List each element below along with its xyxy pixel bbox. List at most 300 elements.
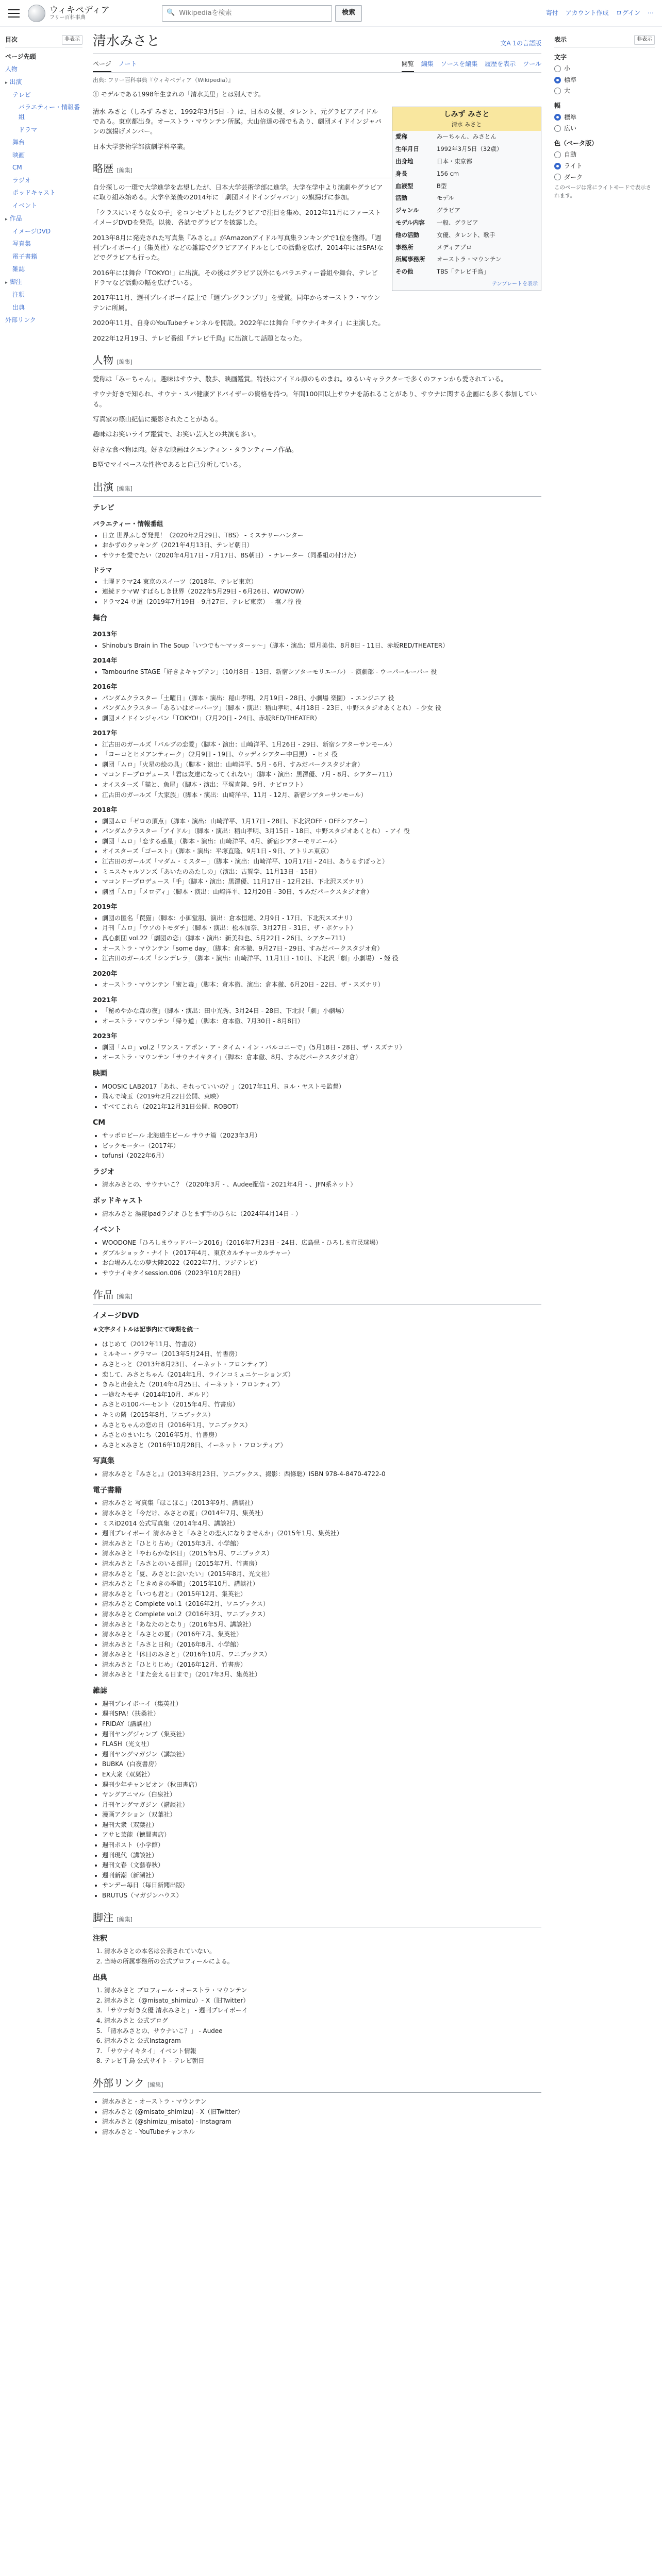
drama-list: [102, 577, 541, 607]
infobox-key: 出身地: [395, 157, 413, 165]
wordmark: ウィキペディア: [49, 5, 110, 15]
user-link-0[interactable]: 寄付: [545, 9, 558, 17]
infobox-value: B型: [437, 182, 447, 190]
width-option[interactable]: [554, 113, 655, 123]
paragraph: 趣味はお笑いライブ鑑賞で、お笑い芸人との共演も多い。: [93, 430, 260, 438]
list-item: • ヤングアニマル（白泉社）: [102, 1790, 541, 1800]
stage-list: [102, 1006, 541, 1026]
infobox-key: 身長: [395, 170, 407, 177]
toc-item-label: ドラマ: [19, 126, 38, 133]
list-item: • 週刊新潮（新潮社）: [102, 1871, 541, 1880]
list-item: • 劇団「ムロ」vol.2「ワンス・アポン・ア・タイム・イン・バルコニーで」（5月18日 - 28日、ザ・スズナリ）: [102, 1043, 541, 1053]
list-item: • 清水みさと「今だけ、みさとの夏」（2014年7月、集英社）: [102, 1509, 541, 1518]
sources-list: [104, 1986, 541, 2066]
toc-item[interactable]: [5, 314, 82, 327]
infobox-row: [392, 217, 541, 229]
from-line: 出典: フリー百科事典『ウィキペディア（Wikipedia）』: [93, 76, 234, 83]
toc-item-label: 舞台: [12, 139, 25, 146]
list-item: • 連続ドラマW すばらしき世界（2022年5月29日 - 6月26日、WOWOW）: [102, 587, 541, 597]
stage-year: 2023年: [93, 1032, 118, 1040]
list-item: • サウナイキタイsession.006（2023年10月28日）: [102, 1268, 541, 1278]
edit-link[interactable]: [編集]: [117, 167, 133, 174]
list-item: • パンダムクラスター「土曜日」（脚本・演出：稲山孝明、2月19日 - 28日、小劇場 楽園） - エンジニア 役: [102, 693, 541, 703]
toc-item[interactable]: [5, 136, 82, 149]
list-item: • 週刊現代（講談社）: [102, 1851, 541, 1860]
list-item: • 清水みさと Complete vol.1（2016年2月、ワニブックス）: [102, 1599, 541, 1609]
radio-icon[interactable]: [554, 151, 561, 158]
radio-icon[interactable]: [554, 88, 561, 94]
text-size-option-label: 小: [564, 65, 571, 73]
tab-right-2[interactable]: ソースを編集: [440, 60, 478, 68]
width-option[interactable]: [554, 124, 655, 133]
toc-item-label: 映画: [12, 151, 25, 159]
infobox-value: モデル: [437, 194, 454, 202]
tab-right-4[interactable]: ツール: [523, 60, 541, 68]
list-item: • 清水みさとの、サウナいこ？（2020年3月 - 、Audee配信・2021年4月 - 、JFN系ネット）: [102, 1180, 541, 1190]
infobox-value: グラビア: [437, 207, 460, 214]
radio-icon[interactable]: [554, 174, 561, 180]
list-item: • ミニスキャルソンズ「あいたのあたしの」（演出：古賀学、11月13日 - 15日）: [102, 867, 541, 877]
color-option-label: ライト: [564, 162, 583, 170]
list-item: • BUBKA（白夜書房）: [102, 1759, 541, 1769]
toc-item-label: ページ先頭: [5, 53, 36, 60]
toc-item-label: 出典: [12, 303, 25, 311]
heading-person: 人物 [編集]: [93, 352, 541, 370]
list-item: • すべてこれら（2021年12月31日公開、ROBOT）: [102, 1102, 541, 1112]
infobox: [392, 107, 541, 291]
list-item: 4. 清水みさと 公式ブログ: [104, 2016, 541, 2026]
list-item: 5. 「清水みさとの、サウナいこ？」 - Audee: [104, 2026, 541, 2036]
text-size-option[interactable]: [554, 86, 655, 96]
width-option-label: 標準: [564, 113, 577, 121]
list-item: • 清水みさと「いつも君と」（2015年12月、集英社）: [102, 1589, 541, 1599]
toc-item-label: ラジオ: [12, 176, 31, 184]
paragraph: 2016年には舞台「TOKYO!」に出演。その後はグラビア以外にもバラエティー番組や舞台、テレビドラマなど活動の幅を広げている。: [93, 268, 378, 287]
list-item: • 劇団メイドインジャパン「TOKYO!」（7月20日 - 24日、赤坂RED/THEATER）: [102, 714, 541, 723]
ebook-list: [102, 1498, 541, 1680]
infobox-key: 事務所: [395, 243, 413, 251]
list-item: • 清水みさと「やわらかな休日」（2015年5月、ワニブックス）: [102, 1549, 541, 1558]
language-button[interactable]: 文A 1の言語版: [500, 40, 541, 47]
list-item: • サッポロビール 北海道生ビール サウナ篇（2023年3月）: [102, 1131, 541, 1141]
list-item: • はじめて（2012年11月、竹書房）: [102, 1340, 541, 1349]
stage-list: [102, 1043, 541, 1062]
list-item: • 清水みさと『みさと。』（2013年8月23日、ワニブックス、撮影：西條聡）ISBN 978-4-8470-4722-0: [102, 1469, 541, 1479]
list-item: • パンダムクラスター「あるいはオーパーツ」（脚本・演出：稲山孝明、4月18日 - 23日、中野スタジオあくとれ） - 少女 役: [102, 703, 541, 713]
infobox-value: 日本・東京都: [437, 157, 472, 165]
edit-link[interactable]: [編集]: [117, 1916, 133, 1923]
stage-list: [102, 980, 541, 990]
toc-item[interactable]: [5, 238, 82, 250]
infobox-name: しみず みさと: [443, 110, 490, 118]
infobox-key: 愛称: [395, 133, 407, 141]
magazine-list: [102, 1699, 541, 1901]
width-label: 幅: [554, 101, 561, 109]
toc-item-label: 外部リンク: [5, 316, 36, 324]
stage-year: 2019年: [93, 903, 118, 911]
edit-link[interactable]: [編集]: [117, 1293, 133, 1300]
list-item: • 清水みさと - YouTubeチャンネル: [102, 2127, 541, 2137]
infobox-value: TBS「テレビ千鳥」: [437, 268, 490, 276]
list-item: • オーストラ・マウンテン「帰り道」（脚本：倉本徹、7月30日 - 8月8日）: [102, 1016, 541, 1026]
list-item: • 週刊プレイボーイ（集英社）: [102, 1699, 541, 1709]
list-item: • 月刊ヤングマガジン（講談社）: [102, 1800, 541, 1810]
color-option[interactable]: [554, 161, 655, 171]
infobox-key: 生年月日: [395, 145, 419, 153]
list-item: • サウナを愛でたい（2020年4月17日 - 7月17日、BS朝日） - ナレーター（同番組の付けた）: [102, 551, 541, 561]
tagline: フリー百科事典: [49, 15, 86, 21]
list-item: • 週刊ポスト（小学館）: [102, 1840, 541, 1850]
infobox-key: 他の活動: [395, 231, 419, 239]
infobox-table: [392, 131, 541, 278]
appearance-hide-button[interactable]: 非表示: [634, 35, 655, 45]
toc-item[interactable]: [5, 149, 82, 162]
list-item: 3. 「サウナ好き女優 清水みさと」 - 週刊プレイボーイ: [104, 2006, 541, 2015]
infobox-row: [392, 143, 541, 156]
paragraph: 2020年11月、自身のYouTubeチャンネルを開設。2022年には舞台「サウナイキタイ」に主演した。: [93, 319, 385, 327]
list-item: • 清水みさと「ひとり占め」（2015年3月、小学館）: [102, 1539, 541, 1549]
user-link-3[interactable]: ⋯: [648, 9, 654, 17]
list-item: • 劇団の匿名「罠猫」（脚本：小御堂朋、演出：倉本恒雄、2月9日 - 17日、下北沢スズナリ）: [102, 913, 541, 923]
left-sidebar: [5, 35, 82, 327]
paragraph: B型でマイペースな性格であると自己分析している。: [93, 461, 245, 469]
dvd-list: [102, 1340, 541, 1450]
toc-item[interactable]: [5, 289, 82, 301]
notes-list: [104, 1946, 541, 1966]
list-item: • きみと出会えた（2014年4月25日、イーネット・フロンティア）: [102, 1380, 541, 1389]
search-button[interactable]: 検索: [335, 5, 362, 22]
toc-item[interactable]: [5, 76, 82, 89]
paragraph: 2017年11月、週刊プレイボーイ誌上で「週プレグランプリ」を受賞。同年からオーストラ・マウンテンに所属。: [93, 294, 380, 312]
stage-list: [102, 817, 541, 897]
heading-external: 外部リンク [編集]: [93, 2075, 541, 2093]
infobox-template-link[interactable]: テンプレートを表示: [491, 281, 538, 287]
list-item: • 週刊少年チャンピオン（秋田書店）: [102, 1780, 541, 1790]
main-content: [93, 31, 541, 2140]
infobox-row: [392, 205, 541, 217]
list-item: • WOODONE「ひろしまウッドバーン2016」（2016年7月23日 - 24日、広島県・ひろしま市民球場）: [102, 1238, 541, 1248]
infobox-key: 血液型: [395, 182, 413, 190]
width-options: [554, 113, 655, 133]
infobox-key: その他: [395, 268, 413, 276]
toc-item-label: 写真集: [12, 240, 31, 248]
list-item: • オーストラ・マウンテン「サウナイキタイ」（脚本：倉本徹、8月、すみだパークスタジオ倉）: [102, 1053, 541, 1062]
list-item: • みさとの100パーセント（2015年4月、竹書房）: [102, 1400, 541, 1410]
list-item: • BRUTUS（マガジンハウス）: [102, 1891, 541, 1901]
list-item: • キミの隣（2015年8月、ワニブックス）: [102, 1410, 541, 1420]
list-item: • 清水みさと「ときめきの季節」（2015年10月、講談社）: [102, 1579, 541, 1589]
paragraph: 自分探しの一環で大学進学を志望したが、日本大学芸術学部に進学。大学在学中より演劇やグラビアに取り組み始める。大学卒業後の2014年に「劇団メイドインジャパン」の旗揚げに参加。: [93, 183, 383, 201]
radio-icon[interactable]: [554, 114, 561, 121]
heading-notes-sub: 注釈: [93, 1934, 107, 1943]
heading-radio: ラジオ: [93, 1167, 114, 1176]
list-item: • 清水みさと Complete vol.2（2016年3月、ワニブックス）: [102, 1609, 541, 1619]
list-item: 8. テレビ千鳥 公式サイト - テレビ朝日: [104, 2056, 541, 2066]
toc-hide-button[interactable]: 非表示: [62, 35, 82, 45]
table-of-contents: [5, 50, 82, 327]
list-item: • マコンドープロデュース「君は友達になってくれない」（脚本・演出：黒澤優、7月 - 8月、シアター711）: [102, 770, 541, 779]
toc-item[interactable]: [5, 250, 82, 263]
list-item: • 清水みさと「夏、みさとに会いたい」（2015年8月、光文社）: [102, 1569, 541, 1579]
stage-year: 2017年: [93, 729, 118, 737]
heading-tv: テレビ: [93, 503, 114, 512]
list-item: • 恋して、みさとちゃん（2014年1月、ラインコミュニケーションズ）: [102, 1370, 541, 1380]
color-label: 色（ベータ版）: [554, 139, 598, 147]
list-item: • 週刊大衆（双葉社）: [102, 1820, 541, 1830]
color-option-label: 自動: [564, 151, 577, 159]
tab-0[interactable]: ページ: [93, 57, 111, 72]
heading-event: イベント: [93, 1226, 122, 1234]
paragraph: 清水 みさと（しみず みさと、1992年3月5日 - ）は、日本の女優、タレント、元グラビアアイドルである。東京都出身。オーストラ・マウンテン所属。大山倍達の孫でもあり、劇団メイドインジャパンの旗揚げメンバー。: [93, 107, 382, 135]
list-item: • FLASH（光文社）: [102, 1739, 541, 1749]
edit-link[interactable]: [編集]: [147, 2081, 163, 2088]
toc-item-label: 注釈: [12, 291, 25, 298]
list-item: • ダブルショック・ナイト（2017年4月、東京カルチャーカルチャー）: [102, 1248, 541, 1258]
color-option-label: ダーク: [564, 173, 583, 181]
toc-item[interactable]: [5, 174, 82, 187]
toc-item[interactable]: [5, 263, 82, 276]
list-item: 2. 当時の所属事務所の公式プロフィールによる。: [104, 1957, 541, 1967]
list-item: • 一途なキモチ（2014年10月、ギルド）: [102, 1390, 541, 1400]
appearance-header: [554, 35, 655, 47]
paragraph: 2022年12月19日、テレビ番組『テレビ千鳥』に出演して話題となった。: [93, 334, 306, 342]
infobox-row: [392, 180, 541, 193]
photo-list: [102, 1469, 541, 1479]
toc-header: [5, 35, 82, 47]
list-item: • サンデー毎日（毎日新聞出版）: [102, 1880, 541, 1890]
infobox-value: オーストラ・マウンテン: [437, 256, 502, 263]
radio-list: [102, 1180, 541, 1190]
heading-photo: 写真集: [93, 1457, 114, 1466]
article-body: [93, 107, 541, 2137]
edit-link[interactable]: [編集]: [117, 485, 133, 492]
menu-icon[interactable]: [8, 9, 20, 18]
infobox-row: [392, 156, 541, 168]
toc-item[interactable]: [5, 225, 82, 238]
list-item: • マコンドープロデュース「手」（脚本・演出：黒澤優、11月17日 - 12月2日、下北沢スズナリ）: [102, 877, 541, 887]
cm-list: [102, 1131, 541, 1161]
toc-item-label: CM: [12, 164, 22, 172]
list-item: • tofunsi（2022年6月）: [102, 1151, 541, 1161]
toc-item[interactable]: [5, 50, 82, 63]
list-item: 6. 清水みさと 公式Instagram: [104, 2036, 541, 2046]
list-item: • 劇団ムロ「ゼロの頂点」（脚本・演出：山崎洋平、1月17日 - 28日、下北沢OFF・OFFシアター）: [102, 817, 541, 826]
toc-item-label: 脚注: [9, 278, 22, 285]
toc-item-label: ポッドキャスト: [12, 189, 56, 197]
stage-list: [102, 693, 541, 723]
stage-year: 2018年: [93, 806, 118, 814]
heading-cm: CM: [93, 1118, 106, 1127]
stage-year: 2016年: [93, 683, 118, 691]
tab-right-3[interactable]: 履歴を表示: [485, 60, 516, 68]
user-link-1[interactable]: アカウント作成: [565, 9, 609, 17]
text-size-option[interactable]: [554, 75, 655, 85]
list-item: • FRIDAY（講談社）: [102, 1719, 541, 1729]
list-item: • 劇団「ムロ」「メロディ」（脚本・演出：山崎洋平、12月20日 - 30日、すみだパークスタジオ倉）: [102, 887, 541, 897]
paragraph: サウナ好きで知られ、サウナ・スパ健康アドバイザーの資格を持つ。年間100回以上サウナを訪れることがあり、サウナに関する企画にも多く参加している。: [93, 390, 537, 408]
list-item: • アサヒ芸能（徳間書店）: [102, 1830, 541, 1840]
radio-icon[interactable]: [554, 77, 561, 83]
toc-item-label: テレビ: [12, 91, 31, 98]
list-item: • 週刊プレイボーイ 清水みさと「みさとの恋人になりませんか」（2015年1月、集英社）: [102, 1529, 541, 1538]
infobox-key: ジャンル: [395, 207, 419, 214]
appearance-title: 表示: [554, 36, 567, 43]
list-item: • 江古田のガールズ「バルブの恋愛」（脚本・演出：山崎洋平、1月26日 - 29日、新宿シアターサンモール）: [102, 740, 541, 750]
color-note: このページは常にライトモードで表示されます。: [554, 184, 652, 199]
hatnote-text: モデルである1998年生まれの「清水美里」とは別人です。: [101, 90, 264, 98]
list-item: • 清水みさと 湯寝ipadラジオ ひとまず手のひらに（2024年4月14日 - ）: [102, 1209, 541, 1219]
radio-icon[interactable]: [554, 125, 561, 132]
list-item: • MOOSIC LAB2017「あれ、それっていいの？」（2017年11月、ヨル・ヤストモ監督）: [102, 1082, 541, 1092]
list-item: • 清水みさと「あなたのとなり」（2016年5月、講談社）: [102, 1620, 541, 1630]
list-item: • ビックモーター（2017年）: [102, 1141, 541, 1151]
color-option[interactable]: [554, 173, 655, 182]
toc-item[interactable]: [5, 199, 82, 212]
list-item: • 江古田のガールズ「シンデレラ」（脚本・演出：山崎洋平、11月1日 - 10日、下北沢「劇」小劇場） - 姫 役: [102, 954, 541, 963]
infobox-row: [392, 192, 541, 205]
toc-item[interactable]: [5, 161, 82, 174]
list-item: • 清水みさと「みさと日和」（2016年8月、小学館）: [102, 1640, 541, 1650]
tab-right-0[interactable]: 閲覧: [402, 57, 414, 72]
dvd-note: ★文字タイトルは記事内にて時期を統一: [93, 1326, 199, 1333]
toc-item-label: 作品: [9, 214, 22, 222]
list-item: • 週刊ヤングマガジン（講談社）: [102, 1750, 541, 1759]
infobox-row: [392, 131, 541, 143]
list-item: • 週刊文春（文藝春秋）: [102, 1860, 541, 1870]
list-item: • 清水みさと「みさとのいる部屋」（2015年7月、竹書房）: [102, 1559, 541, 1569]
list-item: • 月刊「ムロ」「ウソのトモダチ」（脚本・演出：松本加奈、3月27日 - 31日、ザ・ポケット）: [102, 923, 541, 933]
variety-list: [102, 531, 541, 561]
heading-variety: バラエティー・情報番組: [93, 520, 163, 528]
info-icon: ⓘ: [93, 90, 100, 98]
toggle-icon[interactable]: ▸: [5, 216, 8, 222]
list-item: • 「秘めやかな森の夜」（脚本・演出：田中光秀、3月24日 - 28日、下北沢「劇」小劇場）: [102, 1006, 541, 1016]
list-item: • オイスターズ「ゴースト」（脚本・演出：平塚直隆、9月1日 - 9日、アトリエ東京）: [102, 846, 541, 856]
text-size-label: 文字: [554, 53, 567, 61]
width-option-label: 広い: [564, 125, 577, 132]
external-list: [102, 2097, 541, 2137]
radio-icon[interactable]: [554, 163, 561, 170]
list-item: • 飛んで埼玉（2019年2月22日公開、東映）: [102, 1092, 541, 1101]
list-item: • ドラマ24 サ道（2019年7月19日 - 9月27日、テレビ東京） - 塩ノ谷 役: [102, 597, 541, 607]
list-item: • 漫画アクション（双葉社）: [102, 1810, 541, 1820]
page-tabs: [93, 57, 541, 73]
heading-podcast: ポッドキャスト: [93, 1197, 143, 1206]
toc-item[interactable]: [5, 301, 82, 314]
list-item: • オイスターズ「猫と、魚屋」（脚本・演出：平塚直隆、9月、ナビロフト）: [102, 780, 541, 790]
toc-item-label: 電子書籍: [12, 252, 38, 260]
event-list: [102, 1238, 541, 1278]
toc-item[interactable]: [5, 276, 82, 289]
user-link-2[interactable]: ログイン: [616, 9, 640, 17]
infobox-value: 1992年3月5日（32歳）: [437, 145, 503, 153]
list-item: • Tambourine STAGE「好きよキャプテン」（10月8日 - 13日、新宿シアターモリエール） - 演劇部 - ウーパールーパー 役: [102, 667, 541, 677]
toc-item-label: 雑誌: [12, 265, 25, 273]
list-item: • 清水みさと (@shimizu_misato) - Instagram: [102, 2117, 541, 2127]
list-item: • 日立 世界ふしぎ発見！（2020年2月29日、TBS） - ミステリーハンター: [102, 531, 541, 540]
edit-link[interactable]: [編集]: [117, 358, 133, 365]
color-option[interactable]: [554, 150, 655, 160]
toggle-icon[interactable]: ▸: [5, 280, 8, 285]
heading-sources: 出典: [93, 1973, 107, 1982]
toc-item[interactable]: [5, 187, 82, 199]
site-logo[interactable]: [28, 5, 126, 22]
list-item: • 清水みさと「ひとりじめ」（2016年12月、竹書房）: [102, 1660, 541, 1670]
toc-item[interactable]: [5, 212, 82, 225]
stage-list: [102, 740, 541, 800]
list-item: • 週刊ヤングジャンプ（集英社）: [102, 1730, 541, 1739]
list-item: • みさとちゃんの恋の日（2016年1月、ワニブックス）: [102, 1420, 541, 1430]
color-options: [554, 150, 655, 182]
infobox-value: 156 cm: [437, 170, 459, 177]
infobox-key: 所属事務所: [395, 256, 425, 263]
film-list: [102, 1082, 541, 1112]
toc-item[interactable]: [5, 89, 82, 101]
paragraph: 愛称は「みーちゃん」。趣味はサウナ、散歩、映画鑑賞。特技はアイドル顔のものまね。ゆるいキャラクターで多くのファンから愛されている。: [93, 375, 507, 383]
tab-right-1[interactable]: 編集: [421, 60, 434, 68]
toc-item[interactable]: [5, 101, 82, 123]
infobox-value: 一般、グラビア: [437, 218, 478, 226]
heading-notes: 脚注 [編集]: [93, 1910, 541, 1927]
heading-film: 映画: [93, 1069, 107, 1078]
stage-year: 2014年: [93, 656, 118, 665]
list-item: • 清水みさと「みさとの夏」（2016年7月、集英社）: [102, 1630, 541, 1639]
text-size-option-label: 標準: [564, 76, 577, 83]
paragraph: 2013年8月に発売された写真集『みさと。』がAmazonアイドル写真集ランキングで1位を獲得。「週刊プレイボーイ」（集英社）などの雑誌でグラビアアイドルとしての活動を広げ、2014年にはSPA!などでグラビアも行った。: [93, 233, 384, 262]
toc-item[interactable]: [5, 124, 82, 137]
search-input[interactable]: [179, 9, 327, 17]
list-item: • みさと×みさと（2016年10月28日、イーネット・フロンティア）: [102, 1440, 541, 1450]
list-item: • ミルキー・グラマー（2013年5月24日、竹書房）: [102, 1349, 541, 1359]
text-size-options: [554, 64, 655, 96]
stage-list: [102, 913, 541, 963]
stage-year: 2020年: [93, 969, 118, 977]
toc-title: 目次: [5, 36, 18, 43]
heading-drama: ドラマ: [93, 566, 112, 574]
list-item: • お台場みんなの夢大陸2022（2022年7月、フジテレビ）: [102, 1258, 541, 1268]
list-item: 7. 「サウナイキタイ」イベント情報: [104, 2046, 541, 2056]
infobox-value: みーちゃん、みさとん: [437, 133, 496, 141]
toggle-icon[interactable]: ▸: [5, 80, 8, 86]
wikipedia-globe-icon: [28, 5, 45, 22]
list-item: • 「ヨーコとヒメアンティーク」（2月9日 - 19日、ウッディシアター中目黒） - ヒメ 役: [102, 750, 541, 759]
toc-item-label: イベント: [12, 202, 38, 210]
paragraph: 好きな食べ物は肉。好きな映画はクエンティン・タランティーノ作品。: [93, 445, 298, 453]
toc-item-label: 出演: [9, 78, 22, 86]
infobox-name-kanji: 清水 みさと: [451, 121, 482, 128]
tab-1[interactable]: ノート: [118, 60, 137, 68]
toc-item[interactable]: [5, 63, 82, 76]
site-header: [0, 0, 662, 27]
list-item: • EX大衆（双葉社）: [102, 1770, 541, 1780]
radio-icon[interactable]: [554, 65, 561, 72]
list-item: • 週刊SPA!（扶桑社）: [102, 1709, 541, 1719]
text-size-option-label: 大: [564, 87, 571, 95]
infobox-row: [392, 253, 541, 266]
infobox-key: 活動: [395, 194, 407, 202]
heading-magazine: 雑誌: [93, 1687, 107, 1696]
list-item: 1. 清水みさとの本名は公表されていない。: [104, 1946, 541, 1956]
text-size-option[interactable]: [554, 64, 655, 74]
list-item: • 清水みさと - オーストラ・マウンテン: [102, 2097, 541, 2107]
heading-history: 略歴 [編集]: [93, 161, 541, 178]
list-item: • オーストラ・マウンテン「some day」（脚本：倉本徹、9月27日 - 29日、すみだパークスタジオ倉）: [102, 944, 541, 954]
list-item: • みさとっと（2013年8月23日、イーネット・フロンティア）: [102, 1360, 541, 1369]
list-item: • おかずのクッキング（2021年4月13日、テレビ朝日）: [102, 540, 541, 550]
paragraph: 写真家の篠山紀信に撮影されたことがある。: [93, 415, 222, 423]
list-item: • 清水みさと「休日のみさと」（2016年10月、ワニブックス）: [102, 1650, 541, 1659]
user-links: [546, 8, 654, 18]
